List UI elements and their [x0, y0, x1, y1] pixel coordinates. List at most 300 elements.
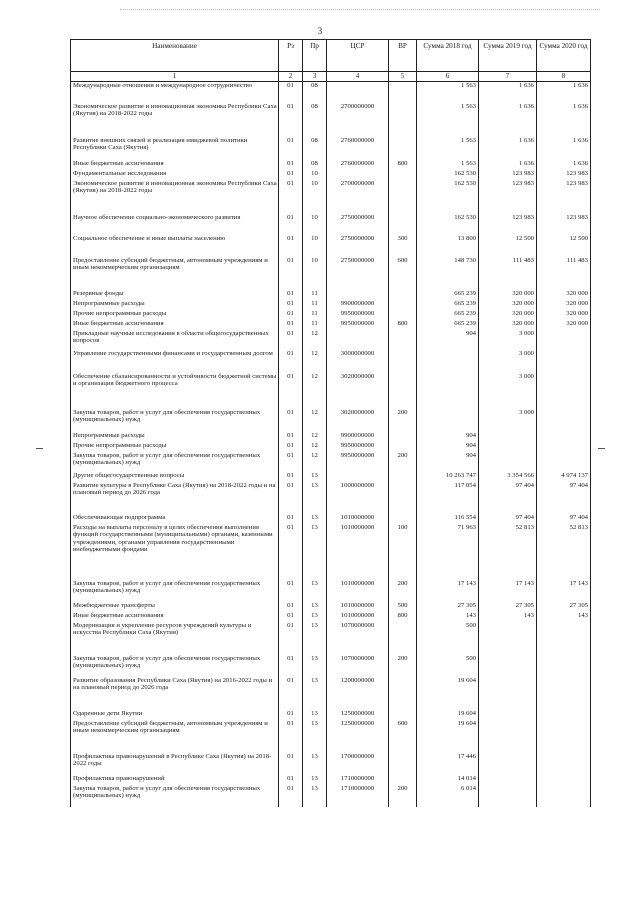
row-csr	[327, 330, 389, 350]
row-pr: 13	[303, 580, 327, 602]
row-sum-2019: 123 983	[479, 214, 537, 235]
table-row	[71, 310, 591, 320]
row-sum-2019: 320 000	[479, 300, 537, 310]
row-name: Закупка товаров, работ и услуг для обеспечения государственных (муниципальных) нужд	[71, 580, 279, 602]
table-row	[71, 472, 591, 482]
table-row	[71, 180, 591, 214]
row-pr: 13	[303, 524, 327, 580]
row-sum-2019: 320 000	[479, 290, 537, 300]
row-rz: 01	[279, 160, 303, 170]
row-sum-2018: 19 604	[417, 720, 479, 753]
row-name: Резервные фонды	[71, 290, 279, 300]
row-name: Непрограммные расходы	[71, 300, 279, 310]
row-rz: 01	[279, 677, 303, 710]
row-pr: 13	[303, 753, 327, 775]
row-csr: 9950000000	[327, 442, 389, 452]
row-csr	[327, 290, 389, 300]
row-vr: 600	[389, 720, 417, 753]
row-pr: 12	[303, 350, 327, 373]
row-sum-2018: 500	[417, 655, 479, 677]
row-csr: 1250000000	[327, 720, 389, 753]
row-csr: 1010000000	[327, 524, 389, 580]
row-sum-2019: 1 636	[479, 137, 537, 160]
row-vr	[389, 442, 417, 452]
row-sum-2018: 6 014	[417, 785, 479, 807]
row-name: Непрограммные расходы	[71, 432, 279, 442]
row-sum-2020	[537, 330, 591, 350]
row-pr: 11	[303, 290, 327, 300]
row-pr: 13	[303, 710, 327, 720]
row-vr	[389, 300, 417, 310]
row-sum-2018	[417, 409, 479, 432]
row-sum-2019: 123 983	[479, 170, 537, 180]
row-pr: 13	[303, 720, 327, 753]
row-sum-2019	[479, 775, 537, 785]
row-sum-2019: 1 636	[479, 82, 537, 103]
row-rz: 01	[279, 103, 303, 137]
row-name: Одаренные дети Якутии	[71, 710, 279, 720]
table-row	[71, 160, 591, 170]
row-rz: 01	[279, 452, 303, 472]
row-sum-2020: 1 636	[537, 137, 591, 160]
row-rz: 01	[279, 720, 303, 753]
row-name: Модернизация и укрепление ресурсов учреждений культуры и искусства Республики Саха (Якутия)	[71, 622, 279, 655]
row-pr: 10	[303, 180, 327, 214]
header-pr: Пр	[303, 40, 327, 72]
row-name: Прочие непрограммные расходы	[71, 442, 279, 452]
row-sum-2018: 117 054	[417, 482, 479, 514]
row-name: Предоставление субсидий бюджетным, автономным учреждениям и иным некоммерческим организациям	[71, 257, 279, 290]
row-csr: 1000000000	[327, 482, 389, 514]
row-vr: 600	[389, 257, 417, 290]
row-pr: 13	[303, 514, 327, 524]
row-sum-2020	[537, 785, 591, 807]
row-vr	[389, 330, 417, 350]
row-name: Иные бюджетные ассигнования	[71, 320, 279, 330]
colnum-2: 2	[279, 72, 303, 82]
table-row	[71, 580, 591, 602]
row-name: Расходы на выплаты персоналу в целях обеспечения выполнения функций государственными (муниципальными) органами, казенными учреждениями, органами управления государственными внебюджетными фондами	[71, 524, 279, 580]
row-sum-2020	[537, 710, 591, 720]
table-row	[71, 409, 591, 432]
header-name: Наименование	[71, 40, 279, 72]
row-rz: 01	[279, 290, 303, 300]
row-sum-2020: 1 636	[537, 103, 591, 137]
row-sum-2019: 3 000	[479, 330, 537, 350]
row-sum-2018	[417, 373, 479, 409]
row-sum-2019	[479, 442, 537, 452]
row-sum-2018: 665 239	[417, 310, 479, 320]
row-rz: 01	[279, 257, 303, 290]
header-sum-2020: Сумма 2020 год	[537, 40, 591, 72]
row-csr: 1010000000	[327, 602, 389, 612]
table-row	[71, 622, 591, 655]
table-row	[71, 290, 591, 300]
table-row	[71, 214, 591, 235]
row-sum-2018: 19 604	[417, 677, 479, 710]
budget-table-wrapper	[70, 39, 590, 807]
row-rz: 01	[279, 775, 303, 785]
row-vr: 800	[389, 320, 417, 330]
row-pr: 08	[303, 82, 327, 103]
row-pr: 11	[303, 320, 327, 330]
row-sum-2020: 320 000	[537, 310, 591, 320]
row-csr	[327, 82, 389, 103]
row-vr	[389, 180, 417, 214]
row-rz: 01	[279, 753, 303, 775]
row-rz: 01	[279, 409, 303, 432]
table-row	[71, 330, 591, 350]
row-rz: 01	[279, 612, 303, 622]
row-rz: 01	[279, 655, 303, 677]
row-rz: 01	[279, 180, 303, 214]
row-rz: 01	[279, 170, 303, 180]
row-sum-2019: 27 305	[479, 602, 537, 612]
column-number-row	[71, 72, 591, 82]
row-csr: 1070000000	[327, 622, 389, 655]
row-sum-2020	[537, 655, 591, 677]
row-sum-2018: 71 963	[417, 524, 479, 580]
row-sum-2018: 665 239	[417, 300, 479, 310]
row-csr: 9900000000	[327, 432, 389, 442]
row-csr: 9950000000	[327, 452, 389, 472]
table-row	[71, 452, 591, 472]
table-row	[71, 350, 591, 373]
row-name: Предоставление субсидий бюджетным, автономным учреждениям и иным некоммерческим организациям	[71, 720, 279, 753]
row-sum-2018: 17 446	[417, 753, 479, 775]
row-sum-2020: 12 500	[537, 235, 591, 257]
edge-mark-right	[598, 448, 605, 449]
row-name: Фундаментальные исследования	[71, 170, 279, 180]
table-row	[71, 524, 591, 580]
colnum-1: 1	[71, 72, 279, 82]
row-name: Управление государственными финансами и государственным долгом	[71, 350, 279, 373]
row-rz: 01	[279, 310, 303, 320]
row-vr: 100	[389, 524, 417, 580]
row-pr: 13	[303, 655, 327, 677]
row-csr: 1250000000	[327, 710, 389, 720]
budget-table	[70, 39, 591, 807]
row-csr: 2750000000	[327, 214, 389, 235]
row-name: Другие общегосударственные вопросы	[71, 472, 279, 482]
colnum-3: 3	[303, 72, 327, 82]
table-row	[71, 442, 591, 452]
row-sum-2020: 111 483	[537, 257, 591, 290]
row-vr	[389, 310, 417, 320]
row-csr: 9950000000	[327, 310, 389, 320]
row-vr	[389, 775, 417, 785]
row-sum-2018: 904	[417, 330, 479, 350]
row-sum-2020	[537, 677, 591, 710]
row-sum-2018: 665 239	[417, 320, 479, 330]
row-sum-2018: 904	[417, 442, 479, 452]
row-pr: 10	[303, 257, 327, 290]
row-sum-2019	[479, 452, 537, 472]
row-sum-2018: 148 730	[417, 257, 479, 290]
row-sum-2020	[537, 452, 591, 472]
row-pr: 08	[303, 103, 327, 137]
row-sum-2019	[479, 622, 537, 655]
row-csr	[327, 170, 389, 180]
row-sum-2019: 143	[479, 612, 537, 622]
row-rz: 01	[279, 524, 303, 580]
row-pr: 13	[303, 472, 327, 482]
row-pr: 13	[303, 622, 327, 655]
row-vr	[389, 753, 417, 775]
colnum-4: 4	[327, 72, 389, 82]
row-csr: 3020000000	[327, 373, 389, 409]
row-sum-2018: 162 530	[417, 180, 479, 214]
row-vr: 800	[389, 612, 417, 622]
row-sum-2018: 143	[417, 612, 479, 622]
row-sum-2020: 1 636	[537, 160, 591, 170]
row-vr	[389, 350, 417, 373]
row-pr: 08	[303, 137, 327, 160]
row-csr: 2700000000	[327, 180, 389, 214]
row-sum-2020: 143	[537, 612, 591, 622]
row-vr: 200	[389, 785, 417, 807]
row-vr: 800	[389, 160, 417, 170]
row-pr: 12	[303, 442, 327, 452]
row-sum-2018: 27 305	[417, 602, 479, 612]
row-pr: 11	[303, 300, 327, 310]
row-sum-2018: 162 530	[417, 214, 479, 235]
row-sum-2020: 320 000	[537, 290, 591, 300]
table-row	[71, 82, 591, 103]
row-rz: 01	[279, 235, 303, 257]
row-sum-2018: 13 800	[417, 235, 479, 257]
row-pr: 13	[303, 482, 327, 514]
row-sum-2020	[537, 622, 591, 655]
row-name: Иные бюджетные ассигнования	[71, 612, 279, 622]
row-sum-2019: 320 000	[479, 310, 537, 320]
row-sum-2019: 1 636	[479, 160, 537, 170]
row-sum-2019: 3 000	[479, 373, 537, 409]
row-name: Прочие непрограммные расходы	[71, 310, 279, 320]
page-number: 3	[317, 26, 323, 36]
row-csr	[327, 472, 389, 482]
row-csr: 2750000000	[327, 235, 389, 257]
row-csr: 1010000000	[327, 514, 389, 524]
table-row	[71, 775, 591, 785]
row-sum-2018: 1 563	[417, 82, 479, 103]
row-csr: 2760000000	[327, 160, 389, 170]
row-csr: 2750000000	[327, 257, 389, 290]
row-rz: 01	[279, 300, 303, 310]
row-sum-2019: 52 813	[479, 524, 537, 580]
table-row	[71, 753, 591, 775]
table-row	[71, 710, 591, 720]
table-row	[71, 235, 591, 257]
row-sum-2019: 111 483	[479, 257, 537, 290]
row-name: Развитие внешних связей и реализация имиджевой политики Республики Саха (Якутия)	[71, 137, 279, 160]
row-rz: 01	[279, 442, 303, 452]
row-vr: 200	[389, 409, 417, 432]
row-name: Закупка товаров, работ и услуг для обеспечения государственных (муниципальных) нужд	[71, 785, 279, 807]
row-sum-2018	[417, 350, 479, 373]
row-sum-2018: 17 143	[417, 580, 479, 602]
row-pr: 12	[303, 432, 327, 442]
row-name: Научное обеспечение социально-экономического развития	[71, 214, 279, 235]
colnum-5: 5	[389, 72, 417, 82]
header-sum-2019: Сумма 2019 год	[479, 40, 537, 72]
row-sum-2018: 904	[417, 432, 479, 442]
row-sum-2020: 52 813	[537, 524, 591, 580]
row-sum-2018: 1 563	[417, 160, 479, 170]
row-sum-2018: 116 554	[417, 514, 479, 524]
row-rz: 01	[279, 785, 303, 807]
row-rz: 01	[279, 710, 303, 720]
row-sum-2020: 17 143	[537, 580, 591, 602]
header-row	[71, 40, 591, 72]
row-rz: 01	[279, 373, 303, 409]
table-row	[71, 170, 591, 180]
row-rz: 01	[279, 320, 303, 330]
table-row	[71, 103, 591, 137]
table-row	[71, 137, 591, 160]
row-name: Профилактика правонарушений в Республике Саха (Якутия) на 2018-2022 годы	[71, 753, 279, 775]
edge-mark-left	[36, 448, 43, 449]
row-name: Закупка товаров, работ и услуг для обеспечения государственных (муниципальных) нужд	[71, 655, 279, 677]
row-name: Развитие образования Республики Саха (Якутия) на 2016-2022 годы и на плановый период до 2026 года	[71, 677, 279, 710]
row-vr: 300	[389, 235, 417, 257]
row-sum-2019: 1 636	[479, 103, 537, 137]
table-row	[71, 432, 591, 442]
header-rz: Рз	[279, 40, 303, 72]
row-csr: 1010000000	[327, 580, 389, 602]
row-vr	[389, 290, 417, 300]
row-vr	[389, 677, 417, 710]
row-name: Международные отношения и международное сотрудничество	[71, 82, 279, 103]
colnum-6: 6	[417, 72, 479, 82]
row-sum-2019	[479, 655, 537, 677]
row-vr	[389, 432, 417, 442]
row-rz: 01	[279, 432, 303, 442]
row-sum-2019	[479, 720, 537, 753]
row-sum-2020	[537, 432, 591, 442]
row-sum-2018: 10 263 747	[417, 472, 479, 482]
row-sum-2019	[479, 785, 537, 807]
row-name: Закупка товаров, работ и услуг для обеспечения государственных (муниципальных) нужд	[71, 452, 279, 472]
table-row	[71, 785, 591, 807]
row-sum-2020: 1 636	[537, 82, 591, 103]
row-name: Обеспечивающая подпрограмма	[71, 514, 279, 524]
row-sum-2018: 162 530	[417, 170, 479, 180]
table-row	[71, 300, 591, 310]
row-sum-2020	[537, 442, 591, 452]
row-rz: 01	[279, 137, 303, 160]
row-vr	[389, 373, 417, 409]
row-pr: 12	[303, 409, 327, 432]
row-vr	[389, 472, 417, 482]
header-csr: ЦСР	[327, 40, 389, 72]
table-row	[71, 514, 591, 524]
row-vr: 200	[389, 580, 417, 602]
colnum-8: 8	[537, 72, 591, 82]
row-sum-2019: 12 500	[479, 235, 537, 257]
row-vr	[389, 82, 417, 103]
row-pr: 13	[303, 612, 327, 622]
row-pr: 13	[303, 785, 327, 807]
row-vr	[389, 214, 417, 235]
row-csr: 1710000000	[327, 785, 389, 807]
row-sum-2020	[537, 720, 591, 753]
row-pr: 12	[303, 373, 327, 409]
row-pr: 13	[303, 602, 327, 612]
row-name: Прикладные научные исследования в области общегосударственных вопросов	[71, 330, 279, 350]
row-sum-2019: 123 983	[479, 180, 537, 214]
row-csr: 3000000000	[327, 350, 389, 373]
row-pr: 10	[303, 214, 327, 235]
table-row	[71, 257, 591, 290]
row-rz: 01	[279, 482, 303, 514]
row-rz: 01	[279, 330, 303, 350]
row-sum-2020: 97 404	[537, 482, 591, 514]
table-row	[71, 655, 591, 677]
row-pr: 13	[303, 677, 327, 710]
row-sum-2018: 14 014	[417, 775, 479, 785]
row-sum-2020	[537, 350, 591, 373]
row-pr: 08	[303, 160, 327, 170]
row-name: Экономическое развитие и инновационная экономика Республики Саха (Якутия) на 2018-2022 годы	[71, 180, 279, 214]
row-sum-2019: 17 143	[479, 580, 537, 602]
row-vr	[389, 482, 417, 514]
row-name: Экономическое развитие и инновационная экономика Республики Саха (Якутия) на 2018-2022 годы	[71, 103, 279, 137]
row-pr: 12	[303, 330, 327, 350]
row-csr: 1700000000	[327, 753, 389, 775]
table-row	[71, 602, 591, 612]
colnum-7: 7	[479, 72, 537, 82]
row-rz: 01	[279, 514, 303, 524]
row-sum-2020: 123 983	[537, 170, 591, 180]
row-sum-2020: 97 404	[537, 514, 591, 524]
row-csr: 1710000000	[327, 775, 389, 785]
row-csr: 2700000000	[327, 103, 389, 137]
row-pr: 11	[303, 310, 327, 320]
row-sum-2020	[537, 409, 591, 432]
row-sum-2020	[537, 753, 591, 775]
row-sum-2018: 1 563	[417, 137, 479, 160]
table-body	[71, 82, 591, 807]
row-vr	[389, 622, 417, 655]
row-name: Социальное обеспечение и иные выплаты населению	[71, 235, 279, 257]
row-rz: 01	[279, 622, 303, 655]
table-row	[71, 677, 591, 710]
row-rz: 01	[279, 82, 303, 103]
row-vr	[389, 710, 417, 720]
row-sum-2020: 123 983	[537, 180, 591, 214]
row-sum-2019	[479, 710, 537, 720]
row-sum-2018: 500	[417, 622, 479, 655]
row-sum-2020	[537, 775, 591, 785]
row-sum-2019	[479, 432, 537, 442]
row-sum-2018: 1 563	[417, 103, 479, 137]
row-pr: 10	[303, 170, 327, 180]
row-name: Межбюджетные трансферты	[71, 602, 279, 612]
row-vr: 200	[389, 655, 417, 677]
row-csr: 2760000000	[327, 137, 389, 160]
table-row	[71, 373, 591, 409]
row-vr	[389, 137, 417, 160]
header-vr: ВР	[389, 40, 417, 72]
row-csr: 1010000000	[327, 612, 389, 622]
row-sum-2018: 665 239	[417, 290, 479, 300]
table-row	[71, 320, 591, 330]
row-vr	[389, 170, 417, 180]
row-sum-2020: 320 000	[537, 320, 591, 330]
row-sum-2020	[537, 373, 591, 409]
row-rz: 01	[279, 602, 303, 612]
